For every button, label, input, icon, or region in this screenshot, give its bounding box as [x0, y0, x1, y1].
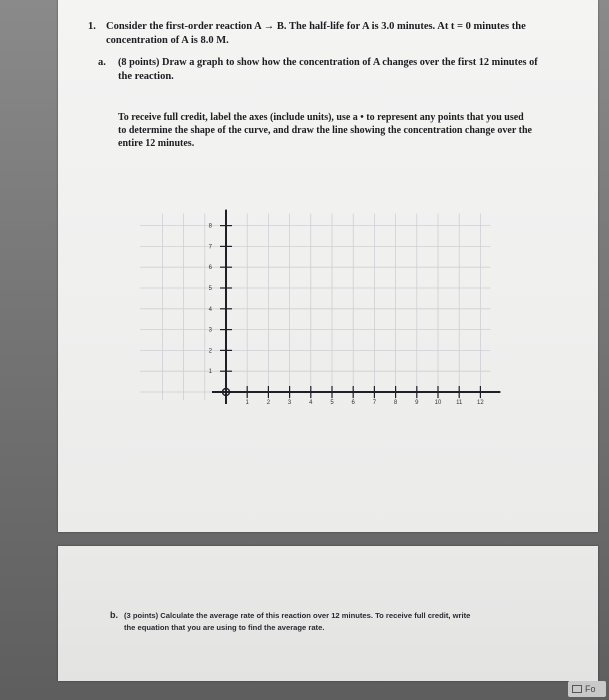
x-tick-label: 7: [372, 400, 377, 406]
y-tick-label: 4: [208, 306, 212, 313]
y-tick-label: 8: [208, 223, 212, 230]
y-tick-label: 6: [208, 265, 212, 272]
worksheet-page-part-b: [58, 546, 598, 681]
x-tick-label: 6: [351, 400, 355, 406]
part-b-line2: the equation that you are using to find the average rate.: [124, 623, 325, 632]
question-number: 1.: [88, 21, 96, 32]
part-b-marker: b.: [110, 610, 118, 620]
part-a-line2: the reaction.: [118, 71, 174, 82]
y-tick-label: 5: [208, 286, 212, 292]
x-tick-label: 8: [393, 400, 398, 406]
image-icon: [572, 685, 582, 693]
x-tick-label: 1: [245, 400, 249, 406]
x-tick-label: 2: [266, 400, 271, 406]
y-tick-label: 7: [208, 244, 212, 251]
instructions-line1: To receive full credit, label the axes (include units), use a • to represent any points that you used: [118, 112, 524, 123]
x-tick-label: 3: [287, 400, 292, 406]
x-tick-label: 9: [415, 400, 419, 406]
x-tick-label: 4: [309, 400, 313, 406]
viewer-badge[interactable]: [568, 681, 606, 697]
question-text-line2: concentration of A is 8.0 M.: [106, 35, 229, 46]
y-tick-label: 2: [208, 348, 212, 355]
x-tick-label: 11: [456, 400, 463, 406]
instructions-line2: to determine the shape of the curve, and draw the line showing the concentration change over the: [118, 125, 532, 136]
viewer-badge-label: Fo: [585, 684, 596, 694]
x-tick-label: 10: [434, 400, 442, 406]
instructions-line3: entire 12 minutes.: [118, 138, 195, 149]
part-b-line1: (3 points) Calculate the average rate of this reaction over 12 minutes. To receive full credit, write: [124, 611, 471, 620]
x-tick-label: 5: [330, 400, 334, 406]
worksheet-page: [58, 0, 598, 532]
part-a-line1: (8 points) Draw a graph to show how the concentration of A changes over the first 12 minutes of: [118, 57, 538, 68]
part-a-marker: a.: [98, 57, 106, 68]
x-tick-label: 12: [477, 400, 484, 406]
answer-graph[interactable]: [140, 202, 484, 416]
question-text-line1: Consider the first-order reaction A → B. The half-life for A is 3.0 minutes. At t = 0 minutes the: [106, 21, 526, 32]
y-tick-label: 1: [208, 369, 212, 376]
y-tick-label: 3: [208, 327, 212, 334]
